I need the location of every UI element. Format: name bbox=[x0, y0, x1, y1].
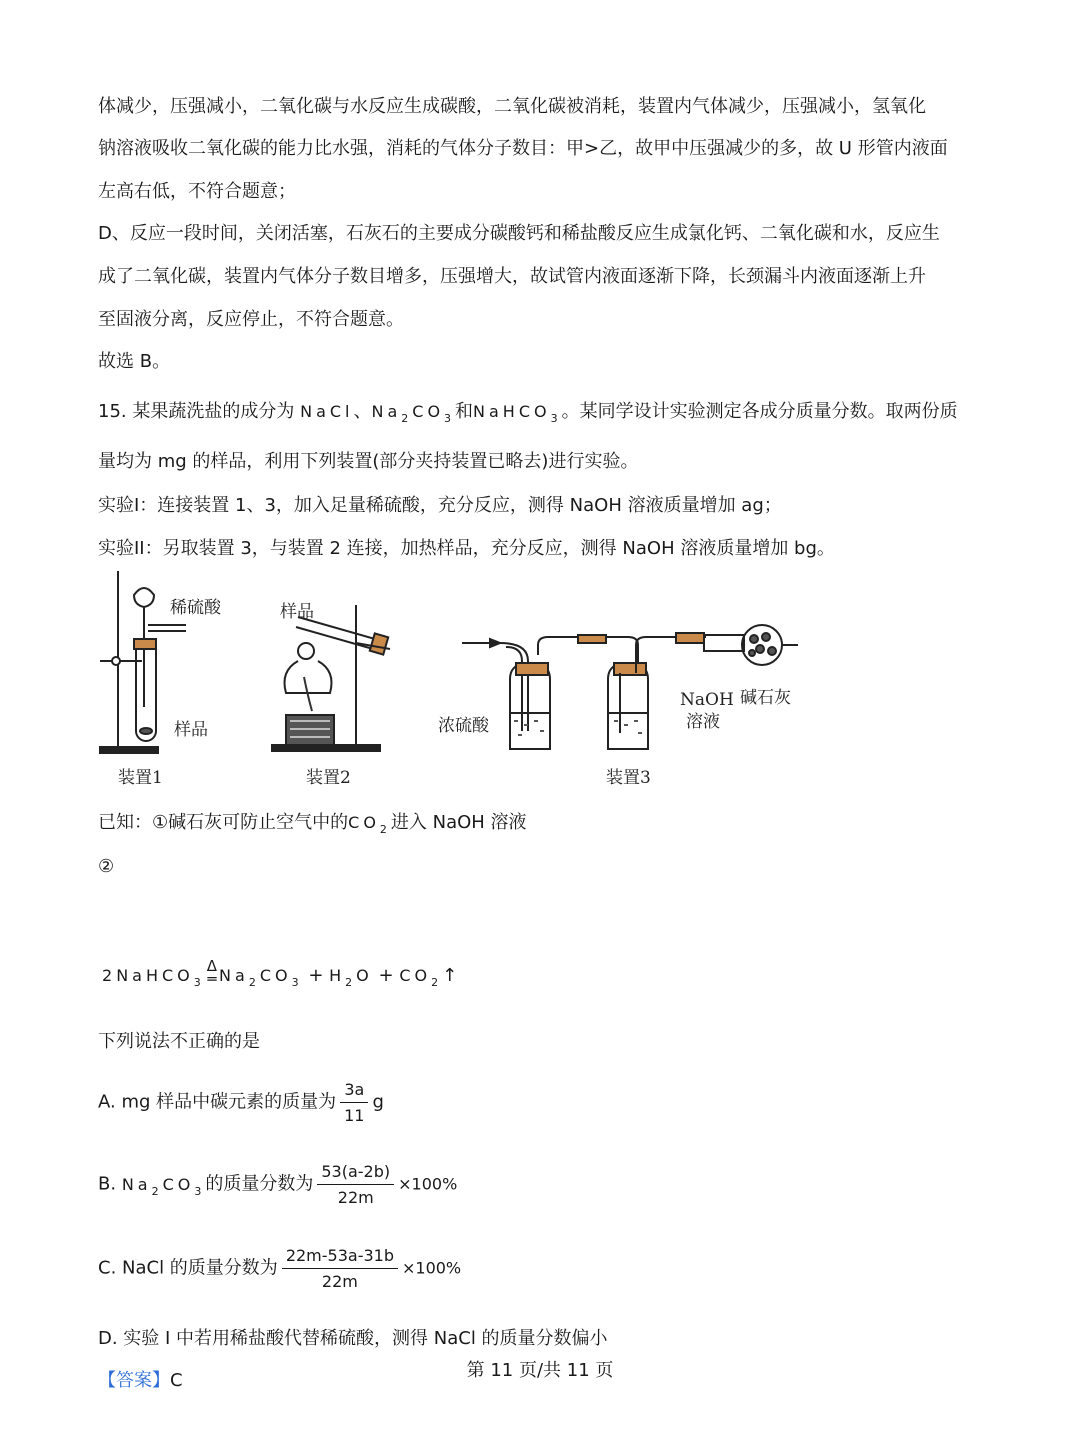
paragraph-c-line-2: 钠溶液吸收二氧化碳的能力比水强，消耗的气体分子数目：甲>乙，故甲中压强减少的多，故 U 形管内液面 bbox=[98, 138, 948, 159]
answer-tag: 【答案】 bbox=[98, 1370, 170, 1391]
apparatus-figure bbox=[90, 565, 810, 795]
question-rest: 。某同学设计实验测定各成分质量分数。取两份质 bbox=[561, 401, 958, 422]
chemical-equation: 2NaHCO$_3$ Δ ═ $Na_2CO_3 + H_2O$ + $CO_2↑$ bbox=[102, 957, 458, 989]
answer-value: C bbox=[170, 1370, 183, 1391]
formula-na2co3: $Na_2CO_3$ bbox=[371, 402, 456, 425]
formula-nahco3: NaHCO$_3$ bbox=[473, 402, 562, 425]
label-sample-2: 样品 bbox=[280, 602, 314, 622]
label-apparatus-3: 装置3 bbox=[606, 768, 651, 788]
label-concentrated-sulfuric-acid: 浓硫酸 bbox=[438, 716, 489, 736]
fraction-c: $\frac{22m-53a-31b}{22m}$ bbox=[282, 1246, 398, 1291]
question-15-line-1 bbox=[98, 397, 958, 423]
conjunction: 和 bbox=[455, 401, 474, 422]
page-footer: 第 11 页/共 11 页 bbox=[466, 1360, 614, 1381]
formula-co2: $CO_2$ bbox=[348, 813, 391, 836]
label-naoh: NaOH bbox=[680, 690, 734, 710]
paragraph-d-line-2: 成了二氧化碳，装置内气体分子数目增多，压强增大，故试管内液面逐渐下降，长颈漏斗内液面逐渐上升 bbox=[98, 266, 926, 287]
options-stem: 下列说法不正确的是 bbox=[98, 1031, 260, 1052]
paragraph-c-line-1: 体减少，压强减小，二氧化碳与水反应生成碳酸，二氧化碳被消耗，装置内气体减少，压强减小，氢氧化 bbox=[98, 96, 926, 117]
question-prefix: 15. 某果蔬洗盐的成分为 bbox=[98, 401, 295, 422]
conclusion-line: 故选 B。 bbox=[98, 351, 171, 372]
label-apparatus-2: 装置2 bbox=[306, 768, 351, 788]
experiment-2: 实验II：另取装置 3，与装置 2 连接，加热样品，充分反应，测得 NaOH 溶液质量增加 bg。 bbox=[98, 538, 835, 559]
apparatus-2-drawing bbox=[272, 605, 390, 751]
label-sample-1: 样品 bbox=[174, 720, 208, 740]
fraction-b: $\frac{53(a-2b)}{22m}$ bbox=[317, 1162, 394, 1207]
label-naoh-solution: 溶液 bbox=[686, 712, 720, 732]
paragraph-c-line-3: 左高右低，不符合题意； bbox=[98, 181, 296, 202]
reaction-condition: Δ ═ bbox=[206, 957, 218, 988]
known-2: ② bbox=[98, 856, 115, 877]
formula-nacl: NaCl bbox=[300, 402, 354, 421]
apparatus-3-drawing bbox=[462, 625, 798, 749]
fraction-a: $\frac{3a}{11}$ bbox=[340, 1080, 368, 1125]
label-dilute-sulfuric-acid: 稀硫酸 bbox=[170, 598, 221, 618]
label-apparatus-1: 装置1 bbox=[118, 768, 163, 788]
option-a: A. mg 样品中碳元素的质量为 $\frac{3a}{11}$ g bbox=[98, 1080, 384, 1125]
option-d: D. 实验 I 中若用稀盐酸代替稀硫酸，测得 NaCl 的质量分数偏小 bbox=[98, 1328, 608, 1349]
paragraph-d-line-1: D、反应一段时间，关闭活塞，石灰石的主要成分碳酸钙和稀盐酸反应生成氯化钙、二氧化碳和水，反应生 bbox=[98, 223, 940, 244]
separator: 、 bbox=[353, 401, 372, 422]
option-b: B. $Na_2CO_3$的质量分数为 $\frac{53(a-2b)}{22m}$ ×100% bbox=[98, 1162, 458, 1207]
label-soda-lime: 碱石灰 bbox=[740, 688, 791, 708]
option-c: C. NaCl 的质量分数为 $\frac{22m-53a-31b}{22m}$ ×100% bbox=[98, 1246, 462, 1291]
experiment-1: 实验I：连接装置 1、3，加入足量稀硫酸，充分反应，测得 NaOH 溶液质量增加 ag； bbox=[98, 495, 782, 516]
paragraph-d-line-3: 至固液分离，反应停止，不符合题意。 bbox=[98, 309, 404, 330]
known-1: 已知：①碱石灰可防止空气中的$CO_2$进入 NaOH 溶液 bbox=[98, 812, 527, 836]
question-15-line-2: 量均为 mg 的样品，利用下列装置(部分夹持装置已略去)进行实验。 bbox=[98, 451, 639, 472]
